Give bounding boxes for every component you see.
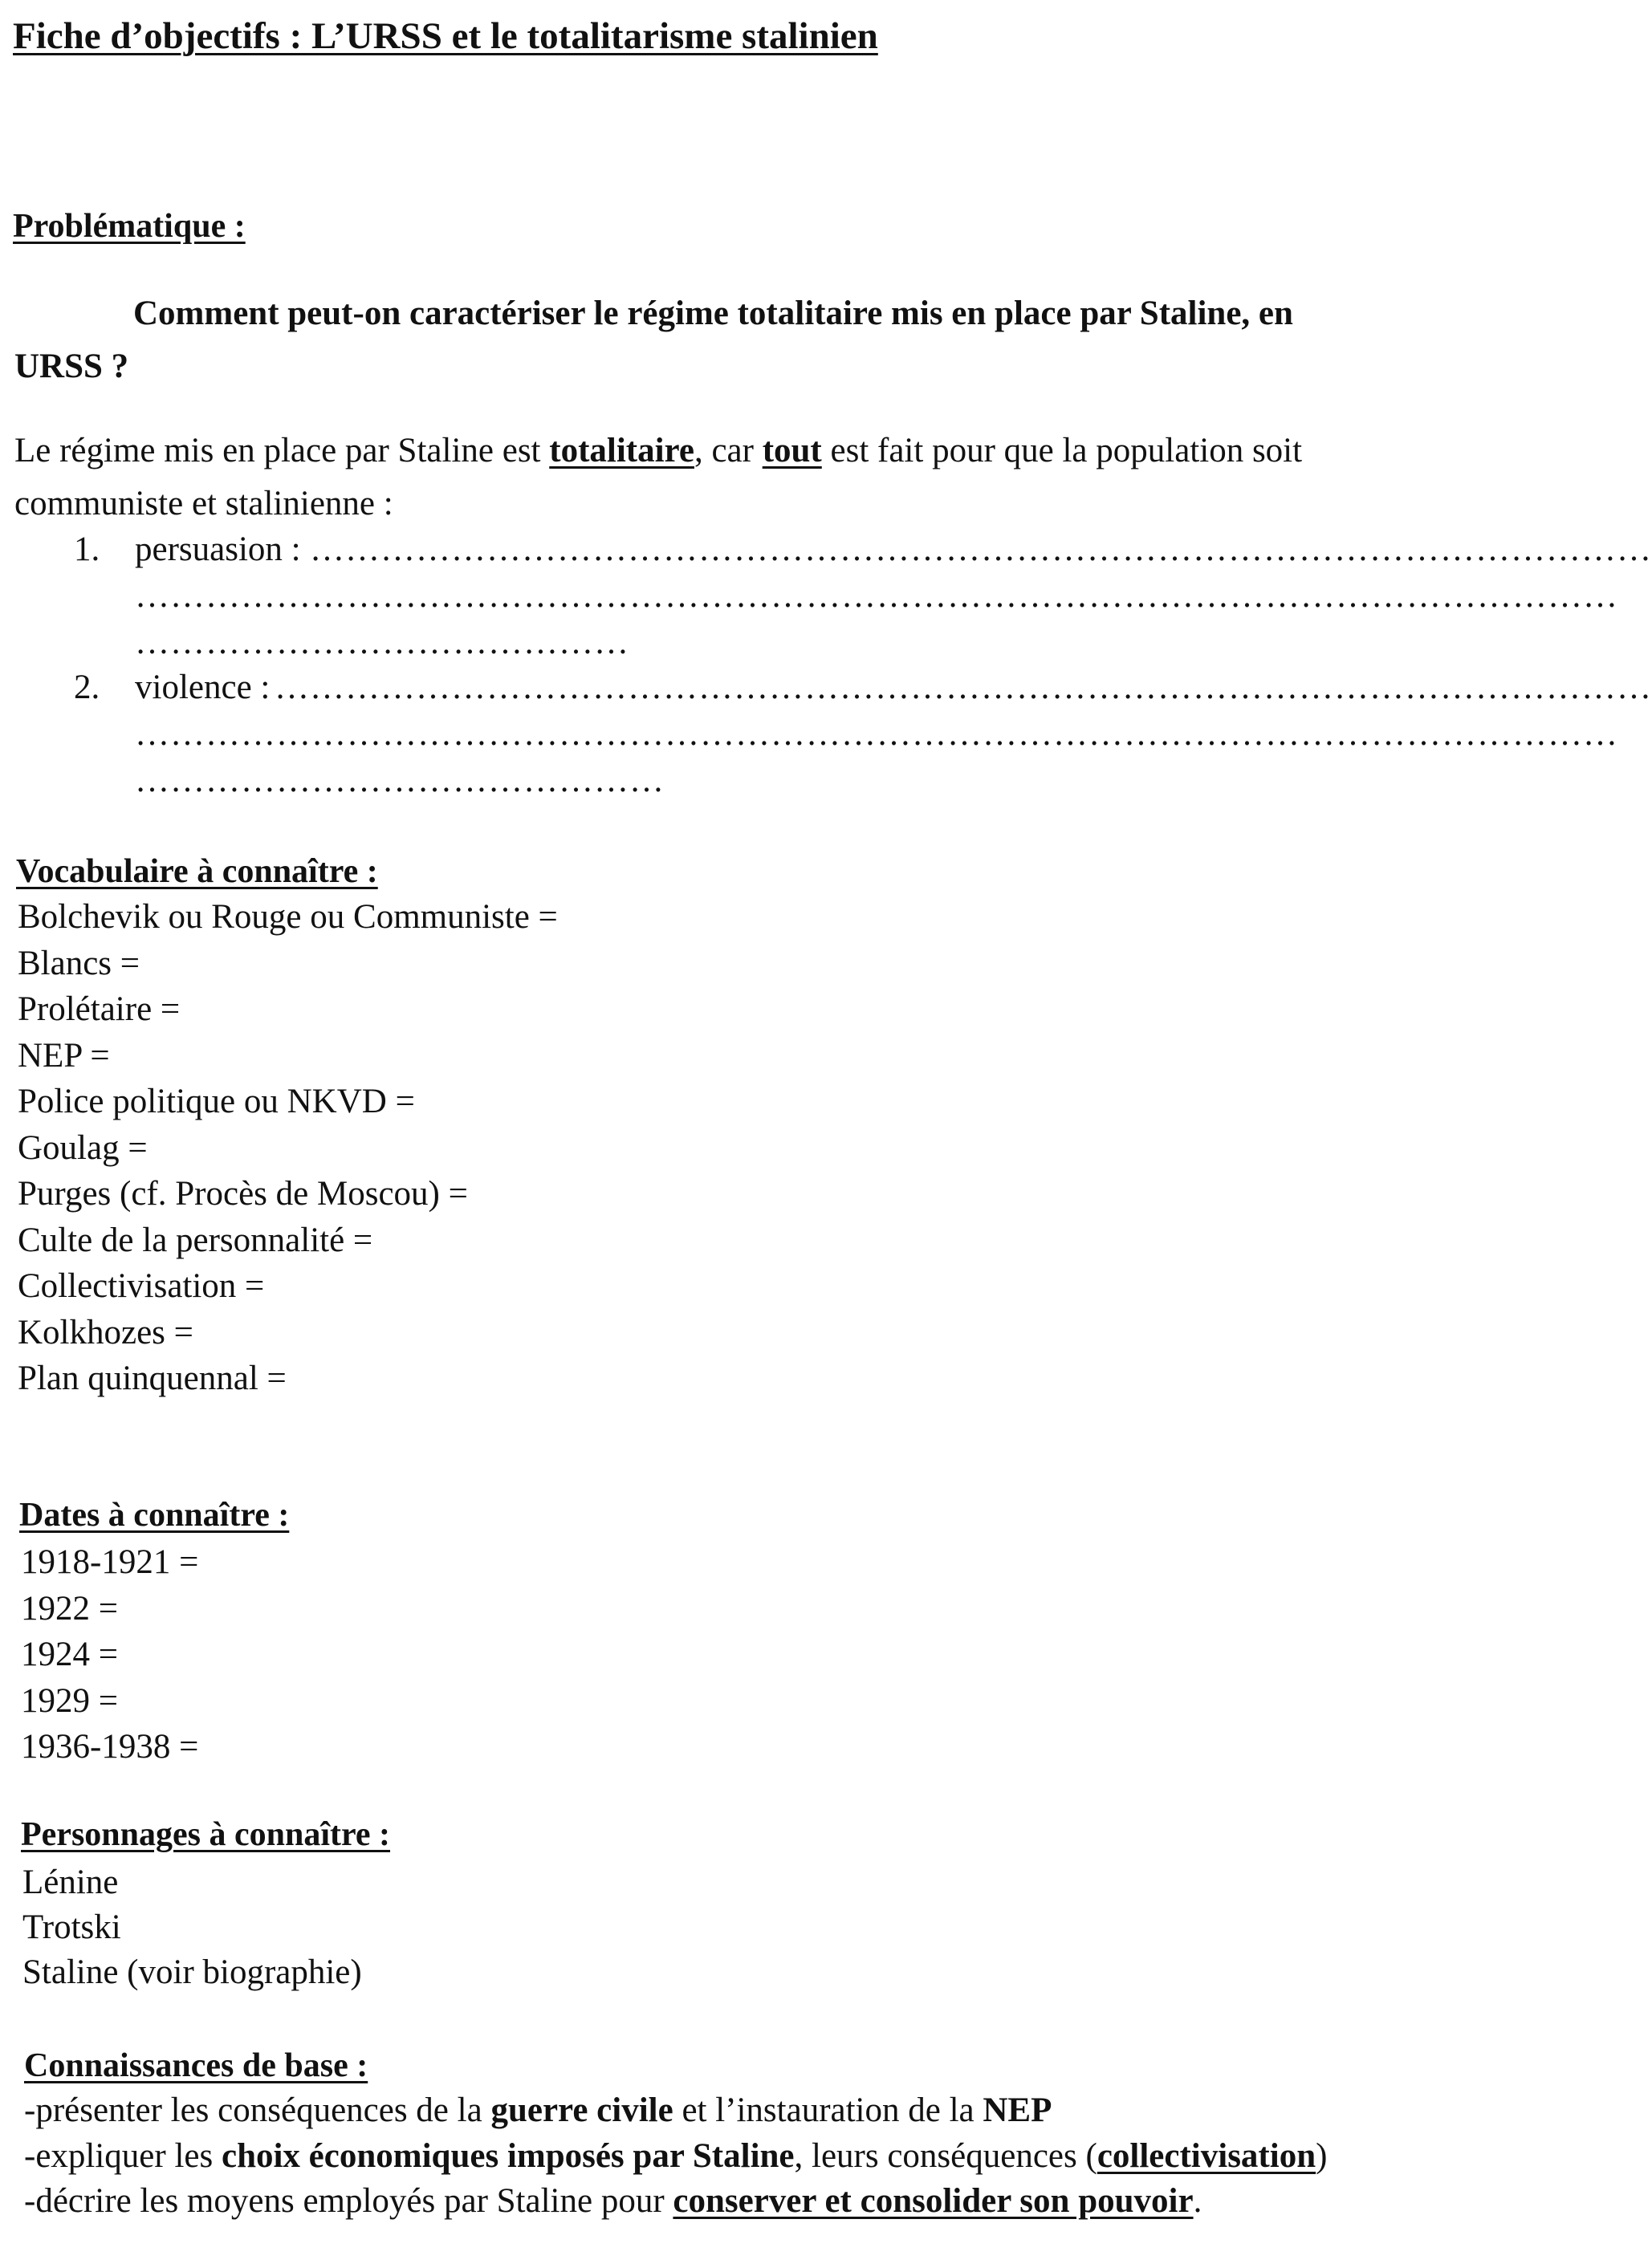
personnages-heading: Personnages à connaître : (21, 1816, 391, 1853)
list-item: Goulag = (18, 1128, 148, 1167)
text: -décrire les moyens employés par Staline pour (24, 2182, 673, 2220)
point-number: 2. (74, 669, 100, 706)
dates-list (21, 1539, 198, 1770)
text: -présenter les conséquences de la (24, 2091, 491, 2129)
list-item: Police politique ou NKVD = (18, 1083, 415, 1120)
connaissances-heading: Connaissances de base : (24, 2047, 368, 2084)
answer-line-violence[interactable]: ……………………………………… (135, 762, 665, 799)
vocabulaire-list (18, 894, 558, 1402)
page-title: Fiche d’objectifs : L’URSS et le totalitarisme stalinien (13, 15, 878, 57)
text: . (1193, 2182, 1202, 2220)
problematique-question-line1: Comment peut-on caractériser le régime totalitaire mis en place par Staline, en (133, 295, 1293, 332)
intro-text: , car (694, 432, 763, 469)
keyword-collectivisation: collectivisation (1097, 2137, 1316, 2175)
connaissance-line (24, 2091, 1052, 2130)
intro-text: est fait pour que la population soit (821, 432, 1303, 469)
intro-text: Le régime mis en place par Staline est (14, 432, 550, 469)
list-item: Blancs = (18, 944, 140, 982)
answer-line-violence[interactable]: ……………………………………………………………………………………………………… (275, 669, 1652, 706)
list-item: 1929 = (21, 1681, 119, 1720)
list-item: Plan quinquennal = (18, 1360, 287, 1397)
answer-line-persuasion[interactable]: …………………………………… (135, 624, 629, 661)
text: -expliquer les (24, 2137, 222, 2175)
connaissance-line (24, 2136, 1327, 2176)
list-item: Collectivisation = (18, 1267, 265, 1305)
text: , leurs conséquences ( (794, 2137, 1097, 2175)
list-item: Kolkhozes = (18, 1313, 193, 1351)
problematique-heading: Problématique : (13, 208, 246, 245)
keyword-nep: NEP (983, 2091, 1052, 2129)
list-item: Prolétaire = (18, 990, 181, 1028)
point-persuasion-label: persuasion : (135, 530, 301, 568)
keyword-conserver-pouvoir: conserver et consolider son pouvoir (673, 2182, 1194, 2220)
vocabulaire-heading: Vocabulaire à connaître : (16, 853, 378, 890)
keyword-tout: tout (762, 432, 822, 469)
list-item: NEP = (18, 1036, 110, 1075)
list-item: Trotski (22, 1908, 121, 1946)
list-item: Lénine (22, 1864, 119, 1901)
list-item: Purges (cf. Procès de Moscou) = (18, 1175, 468, 1213)
personnages-list (22, 1860, 362, 1995)
text: et l’instauration de la (673, 2091, 983, 2129)
intro-line1 (14, 431, 1302, 470)
text: ) (1316, 2137, 1328, 2175)
list-item: 1918-1921 = (21, 1543, 199, 1581)
list-item: 1924 = (21, 1636, 119, 1673)
keyword-totalitaire: totalitaire (549, 432, 694, 469)
answer-line-violence[interactable]: ……………………………………………………………………………………………………………… (135, 715, 1618, 753)
answer-line-persuasion[interactable]: ……………………………………………………………………………………………………………… (135, 577, 1618, 615)
point-number: 1. (74, 530, 100, 568)
point-violence-label: violence : (135, 669, 271, 706)
list-item: Bolchevik ou Rouge ou Communiste = (18, 898, 558, 936)
keyword-guerre-civile: guerre civile (490, 2091, 673, 2129)
list-item: 1936-1938 = (21, 1728, 199, 1766)
list-item: 1922 = (21, 1589, 119, 1628)
answer-line-persuasion[interactable]: …………………………………………………………………………………………………… (310, 530, 1652, 568)
dates-heading: Dates à connaître : (19, 1497, 290, 1534)
keyword-choix-economiques: choix économiques imposés par Staline (221, 2137, 795, 2175)
list-item: Staline (voir biographie) (22, 1953, 362, 1991)
list-item: Culte de la personnalité = (18, 1221, 373, 1259)
intro-line2: communiste et stalinienne : (14, 485, 393, 522)
problematique-question-line2: URSS ? (14, 348, 129, 385)
connaissance-line (24, 2181, 1202, 2221)
